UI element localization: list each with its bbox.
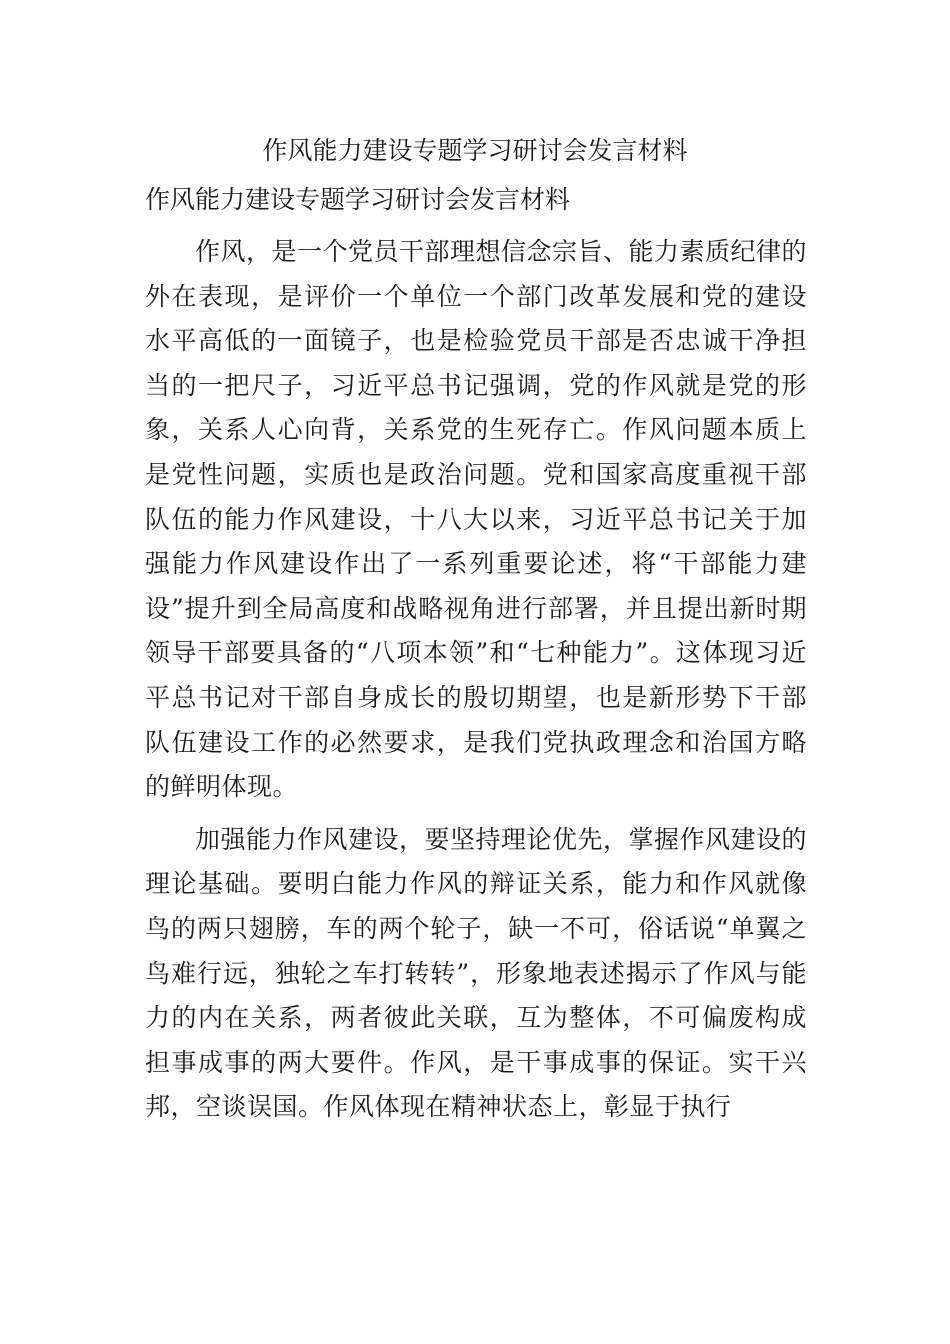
paragraph-2: 加强能力作风建设，要坚持理论优先，掌握作风建设的理论基础。要明白能力作风的辩证关系，能力和作风就像鸟的两只翅膀，车的两个轮子，缺一不可，俗话说“单翼之鸟难行远，独轮之车打转转”，形象地表述揭示了作风与能力的内在关系，两者彼此关联，互为整体，不可偏废构成担事成事的两大要件。作风，是干事成事的保证。实干兴邦，空谈误国。作风体现在精神状态上，彰显于执行 [145, 824, 808, 1122]
document-body [145, 230, 807, 1138]
document-title: 作风能力建设专题学习研讨会发言材料 [262, 136, 688, 165]
document-subtitle: 作风能力建设专题学习研讨会发言材料 [145, 185, 571, 214]
paragraph-1: 作风，是一个党员干部理想信念宗旨、能力素质纪律的外在表现，是评价一个单位一个部门改革发展和党的建设水平高低的一面镜子，也是检验党员干部是否忠诚干净担当的一把尺子，习近平总书记强调，党的作风就是党的形象，关系人心向背，关系党的生死存亡。作风问题本质上是党性问题，实质也是政治问题。党和国家高度重视干部队伍的能力作风建设，十八大以来，习近平总书记关于加强能力作风建设作出了一系列重要论述，将“干部能力建设”提升到全局高度和战略视角进行部署，并且提出新时期领导干部要具备的“八项本领”和“七种能力”。这体现习近平总书记对干部自身成长的殷切期望，也是新形势下干部队伍建设工作的必然要求，是我们党执政理念和治国方略的鲜明体现。 [145, 237, 808, 802]
